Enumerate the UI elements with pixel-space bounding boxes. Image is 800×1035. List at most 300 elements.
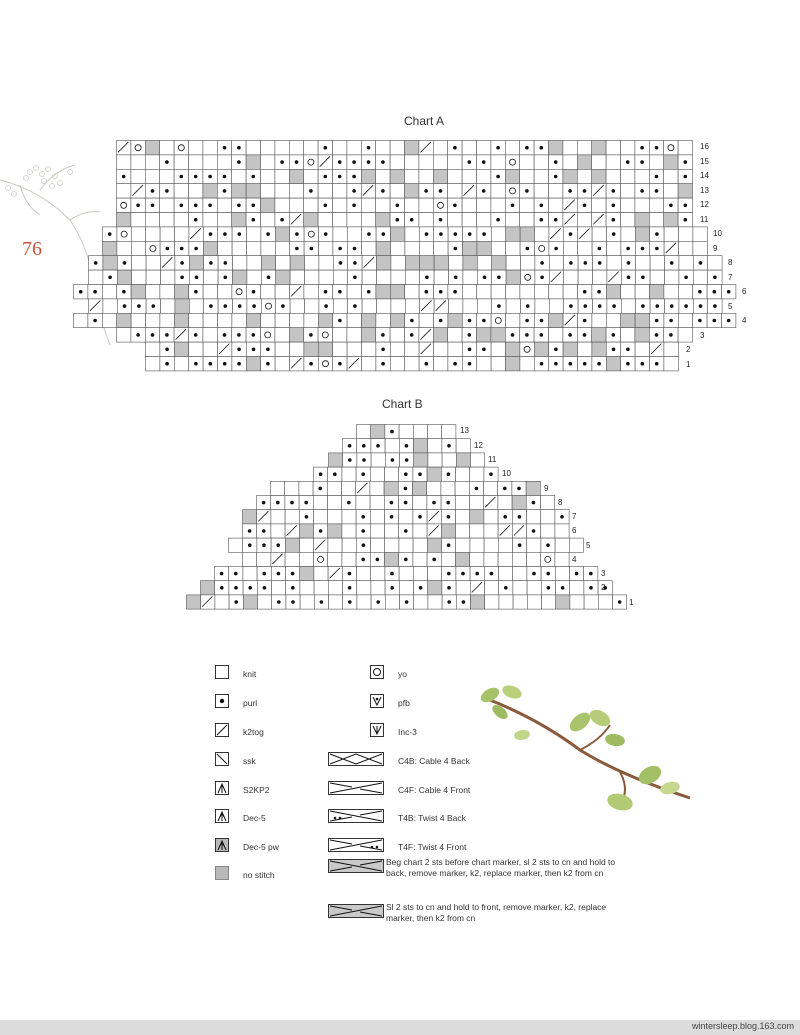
legend-label-knit: knit — [243, 669, 257, 679]
chart-a-row-7: 7 — [728, 273, 733, 282]
purl-dot — [348, 458, 352, 462]
purl-dot — [234, 586, 238, 590]
purl-dot — [404, 487, 408, 491]
chart-cell — [342, 510, 356, 524]
chart-cell — [484, 524, 498, 538]
purl-dot — [390, 501, 394, 505]
purl-dot — [348, 600, 352, 604]
chart-cell — [470, 496, 484, 510]
chart-cell — [555, 552, 569, 566]
legend-label-pfb: pfb — [398, 698, 410, 708]
purl-dot — [220, 572, 224, 576]
purl-dot — [248, 586, 252, 590]
inc3-symbol-icon — [370, 723, 384, 737]
chart-cell — [399, 581, 413, 595]
purl-dot — [447, 600, 451, 604]
purl-dot — [489, 472, 493, 476]
purl-symbol-icon — [215, 694, 229, 708]
chart-cell — [427, 467, 441, 481]
purl-dot — [503, 487, 507, 491]
chart-cell — [470, 524, 484, 538]
purl-dot — [362, 458, 366, 462]
purl-dot — [263, 586, 267, 590]
chart-cell — [427, 524, 441, 538]
footer-watermark: wintersleep.blog.163.com — [691, 1021, 794, 1031]
chart-cell — [385, 538, 399, 552]
legend-item-t4f — [328, 838, 618, 854]
purl-dot — [319, 472, 323, 476]
purl-dot — [376, 558, 380, 562]
chart-cell — [428, 425, 442, 439]
legend-item-dec5 — [215, 809, 345, 825]
chart-cell — [441, 481, 455, 495]
purl-dot — [304, 501, 308, 505]
purl-dot — [376, 444, 380, 448]
purl-dot — [447, 472, 451, 476]
chart-cell — [299, 481, 313, 495]
purl-dot — [418, 472, 422, 476]
c4b-symbol-icon — [328, 752, 384, 766]
chart-a-row-5: 5 — [728, 302, 733, 311]
chart-cell — [456, 467, 470, 481]
chart-a-row-13: 13 — [700, 186, 709, 195]
chart-cell — [314, 552, 328, 566]
chart-cell — [428, 439, 442, 453]
purl-dot — [376, 600, 380, 604]
chart-cell — [584, 595, 598, 609]
purl-dot — [333, 472, 337, 476]
purl-dot — [390, 430, 394, 434]
chart-cell — [527, 595, 541, 609]
legend-label-dec5: Dec-5 — [243, 813, 266, 823]
chart-cell — [271, 481, 285, 495]
chart-a-row-4: 4 — [742, 316, 747, 325]
chart-cell — [455, 496, 469, 510]
chart-cell — [285, 538, 299, 552]
purl-dot — [262, 501, 266, 505]
chart-cell — [327, 481, 341, 495]
purl-dot — [291, 572, 295, 576]
purl-dot — [361, 558, 365, 562]
purl-dot — [475, 572, 479, 576]
chart-cell — [328, 538, 342, 552]
chart-cell — [371, 581, 385, 595]
legend-item-yo — [370, 665, 610, 681]
chart-cell — [498, 496, 512, 510]
chart-cell — [399, 425, 413, 439]
chart-cell — [328, 552, 342, 566]
legend-label-t4b: T4B: Twist 4 Back — [398, 813, 466, 823]
chart-cell — [370, 481, 384, 495]
purl-dot — [348, 444, 352, 448]
purl-dot — [277, 600, 281, 604]
chart-cell — [384, 481, 398, 495]
chart-cell — [271, 552, 285, 566]
chart-cell — [570, 595, 584, 609]
legend-item-k2tog — [215, 723, 345, 739]
chart-cell — [527, 581, 541, 595]
chart-cell — [555, 524, 569, 538]
legend-label-purl: purl — [243, 698, 258, 708]
chart-cell — [342, 467, 356, 481]
chart-cell — [357, 581, 371, 595]
legend-item-knit — [215, 665, 345, 681]
purl-dot — [447, 586, 451, 590]
chart-a-row-1: 1 — [686, 360, 691, 369]
chart-b-title: Chart B — [382, 397, 423, 411]
chart-cell — [272, 581, 286, 595]
legend-label-s2kp2: S2KP2 — [243, 785, 270, 795]
purl-dot — [234, 572, 238, 576]
chart-cell — [428, 567, 442, 581]
purl-dot — [462, 600, 466, 604]
chart-cell — [300, 567, 314, 581]
chart-cell — [512, 496, 526, 510]
t4b-symbol-icon — [328, 809, 384, 823]
purl-dot — [546, 543, 550, 547]
chart-cell — [328, 496, 342, 510]
chart-cell — [485, 595, 499, 609]
chart-cell — [243, 595, 257, 609]
chart-cell — [385, 439, 399, 453]
chart-b-row-8: 8 — [558, 498, 563, 507]
chart-cell — [427, 481, 441, 495]
chart-b-row-1: 1 — [629, 598, 634, 607]
chart-cell — [328, 524, 342, 538]
purl-dot — [404, 501, 408, 505]
purl-dot — [390, 586, 394, 590]
chart-cell — [512, 552, 526, 566]
chart-cell — [299, 524, 313, 538]
purl-dot — [362, 543, 366, 547]
chart-cell — [370, 467, 384, 481]
chart-a-row-12: 12 — [700, 200, 709, 209]
chart-cell — [484, 510, 498, 524]
t4f-symbol-icon — [328, 838, 384, 852]
purl-dot — [291, 600, 295, 604]
chart-cell — [385, 467, 399, 481]
chart-cell — [470, 581, 484, 595]
pfb-symbol-icon — [370, 694, 384, 708]
purl-dot — [532, 572, 536, 576]
chart-cell — [328, 510, 342, 524]
chart-cell — [229, 538, 243, 552]
chart-cell — [371, 425, 385, 439]
purl-dot — [475, 487, 479, 491]
purl-dot — [305, 515, 309, 519]
purl-dot — [348, 586, 352, 590]
chart-a-row-3: 3 — [700, 331, 705, 340]
purl-dot — [276, 543, 280, 547]
chart-b-row-5: 5 — [586, 541, 591, 550]
purl-dot — [404, 529, 408, 533]
chart-cell — [257, 510, 271, 524]
chart-cell — [456, 552, 470, 566]
chart-cell — [314, 510, 328, 524]
chart-cell — [428, 581, 442, 595]
legend-label-c4b: C4B: Cable 4 Back — [398, 756, 470, 766]
chart-cell — [442, 425, 456, 439]
purl-dot — [432, 501, 436, 505]
purl-dot — [262, 529, 266, 533]
chart-cell — [455, 481, 469, 495]
chart-cell — [356, 496, 370, 510]
chart-cell — [484, 552, 498, 566]
purl-dot — [589, 572, 593, 576]
purl-dot — [405, 444, 409, 448]
chart-cell — [385, 524, 399, 538]
page-number: 76 — [22, 238, 42, 260]
chart-cell — [442, 453, 456, 467]
chart-cell — [570, 581, 584, 595]
legend-item-dec5pw — [215, 838, 345, 854]
legend-label-ssk: ssk — [243, 756, 256, 766]
chart-cell — [513, 595, 527, 609]
chart-cell — [441, 524, 455, 538]
purl-dot — [418, 515, 422, 519]
purl-dot — [419, 586, 423, 590]
chart-cell — [413, 481, 427, 495]
purl-dot — [532, 529, 536, 533]
chart-cell — [357, 425, 371, 439]
chart-cell — [428, 453, 442, 467]
purl-dot — [320, 600, 324, 604]
chart-cell — [471, 453, 485, 467]
chart-cell — [513, 567, 527, 581]
legend-item-no-stitch — [215, 866, 345, 882]
chart-cell — [314, 538, 328, 552]
chart-cell — [527, 510, 541, 524]
chart-cell — [243, 510, 257, 524]
purl-dot — [390, 515, 394, 519]
purl-dot — [234, 600, 238, 604]
purl-dot — [589, 586, 593, 590]
s2kp2-symbol-icon — [215, 781, 229, 795]
chart-cell — [556, 595, 570, 609]
chart-cell — [300, 581, 314, 595]
chart-cell — [470, 538, 484, 552]
legend-label-marker-front-cable: Sl 2 sts to cn and hold to front, remove marker, k2, replace marker, then k2 from cn — [386, 902, 607, 923]
purl-dot — [490, 572, 494, 576]
chart-cell — [371, 453, 385, 467]
knit-symbol-icon — [215, 665, 229, 679]
chart-cell — [243, 552, 257, 566]
chart-cell — [328, 567, 342, 581]
chart-cell — [499, 595, 513, 609]
chart-cell — [541, 510, 555, 524]
legend-label-k2tog: k2tog — [243, 727, 264, 737]
chart-cell — [313, 496, 327, 510]
purl-dot — [404, 558, 408, 562]
chart-b-row-13: 13 — [460, 426, 469, 435]
marker-back-cable-symbol-icon — [328, 859, 384, 873]
leafy-branch-illustration-icon — [470, 680, 700, 820]
chart-cell — [399, 538, 413, 552]
chart-b-row-4: 4 — [572, 555, 577, 564]
chart-cell — [441, 552, 455, 566]
chart-cell — [342, 552, 356, 566]
chart-cell — [371, 567, 385, 581]
purl-dot — [262, 572, 266, 576]
chart-cell — [370, 510, 384, 524]
chart-cell — [541, 496, 555, 510]
chart-cell — [485, 581, 499, 595]
dec5-symbol-icon — [215, 809, 229, 823]
chart-cell — [285, 524, 299, 538]
chart-a-row-2: 2 — [686, 345, 691, 354]
no-stitch-symbol-icon — [215, 866, 229, 880]
chart-cell — [498, 552, 512, 566]
purl-dot — [461, 572, 465, 576]
purl-dot — [447, 543, 451, 547]
chart-cell — [526, 481, 540, 495]
purl-dot — [220, 586, 224, 590]
chart-cell — [257, 552, 271, 566]
chart-cell — [285, 510, 299, 524]
purl-dot — [362, 444, 366, 448]
chart-cell — [484, 496, 498, 510]
chart-cell — [300, 538, 314, 552]
purl-dot — [432, 558, 436, 562]
chart-cell — [428, 595, 442, 609]
chart-cell — [357, 567, 371, 581]
purl-dot — [390, 572, 394, 576]
purl-dot — [446, 501, 450, 505]
purl-dot — [517, 487, 521, 491]
purl-dot — [262, 543, 266, 547]
purl-dot — [404, 472, 408, 476]
purl-dot — [391, 458, 395, 462]
legend-item-purl — [215, 694, 345, 710]
chart-cell — [470, 467, 484, 481]
chart-cell — [414, 453, 428, 467]
chart-cell — [370, 524, 384, 538]
chart-cell — [456, 453, 470, 467]
chart-cell — [413, 552, 427, 566]
purl-dot — [618, 600, 622, 604]
purl-dot — [447, 515, 451, 519]
chart-b-row-9: 9 — [544, 484, 549, 493]
legend-label-t4f: T4F: Twist 4 Front — [398, 842, 467, 852]
marker-front-cable-symbol-icon — [328, 904, 384, 918]
chart-cell — [499, 567, 513, 581]
purl-dot — [561, 586, 565, 590]
chart-a-row-14: 14 — [700, 171, 709, 180]
purl-dot — [318, 487, 322, 491]
yo-symbol-icon — [370, 665, 384, 679]
chart-b-row-11: 11 — [488, 455, 497, 464]
chart-cell — [342, 524, 356, 538]
purl-dot — [291, 586, 295, 590]
chart-cell — [456, 538, 470, 552]
chart-cell — [414, 595, 428, 609]
chart-cell — [328, 581, 342, 595]
chart-cell — [187, 595, 201, 609]
chart-cell — [300, 595, 314, 609]
chart-cell — [285, 552, 299, 566]
chart-b-row-7: 7 — [572, 512, 577, 521]
footer-bar — [0, 1020, 800, 1035]
chart-cell — [413, 496, 427, 510]
chart-cell — [512, 524, 526, 538]
legend-label-inc3: Inc-3 — [398, 727, 417, 737]
chart-cell — [527, 538, 541, 552]
chart-cell — [498, 524, 512, 538]
chart-cell — [385, 552, 399, 566]
legend-label-no-stitch: no stitch — [243, 870, 275, 880]
chart-cell — [371, 538, 385, 552]
purl-dot — [575, 572, 579, 576]
chart-cell — [370, 496, 384, 510]
legend-item-marker-back-cable — [328, 857, 628, 897]
purl-dot — [290, 501, 294, 505]
chart-a-row-10: 10 — [713, 229, 722, 238]
purl-dot — [277, 572, 281, 576]
chart-cell — [342, 481, 356, 495]
chart-cell — [541, 524, 555, 538]
chart-cell — [498, 538, 512, 552]
purl-dot — [348, 572, 352, 576]
purl-dot — [405, 458, 409, 462]
legend-item-s2kp2 — [215, 781, 345, 797]
purl-dot — [347, 501, 351, 505]
chart-a-row-11: 11 — [700, 215, 709, 224]
chart-cell — [285, 481, 299, 495]
purl-dot — [405, 600, 409, 604]
chart-cell — [413, 425, 427, 439]
chart-cell — [201, 581, 215, 595]
chart-cell — [456, 581, 470, 595]
chart-a-title: Chart A — [404, 114, 445, 128]
purl-dot — [518, 515, 522, 519]
chart-a-row-16: 16 — [700, 142, 709, 151]
chart-cell — [413, 524, 427, 538]
chart-cell — [484, 481, 498, 495]
chart-cell — [329, 453, 343, 467]
chart-cell — [342, 538, 356, 552]
chart-cell — [258, 595, 272, 609]
purl-dot — [532, 501, 536, 505]
chart-cell — [527, 552, 541, 566]
chart-cell — [356, 481, 370, 495]
legend-item-ssk — [215, 752, 345, 768]
chart-cell — [413, 567, 427, 581]
chart-cell — [413, 538, 427, 552]
chart-cell — [357, 595, 371, 609]
chart-cell — [456, 524, 470, 538]
chart-cell — [314, 581, 328, 595]
chart-cell — [542, 595, 556, 609]
chart-cell — [271, 524, 285, 538]
chart-cell — [299, 552, 313, 566]
purl-dot — [447, 444, 451, 448]
chart-cell — [569, 538, 583, 552]
chart-a-row-15: 15 — [700, 157, 709, 166]
chart-cell — [329, 595, 343, 609]
chart-cell — [470, 510, 484, 524]
chart-a-row-6: 6 — [742, 287, 747, 296]
legend-label-yo: yo — [398, 669, 407, 679]
purl-dot — [503, 515, 507, 519]
purl-dot — [248, 529, 252, 533]
legend-label-c4f: C4F: Cable 4 Front — [398, 785, 471, 795]
chart-b-row-10: 10 — [502, 469, 511, 478]
chart-cell — [314, 567, 328, 581]
chart-cell — [215, 595, 229, 609]
chart-cell — [456, 510, 470, 524]
chart-cell — [385, 595, 399, 609]
chart-a-row-8: 8 — [728, 258, 733, 267]
